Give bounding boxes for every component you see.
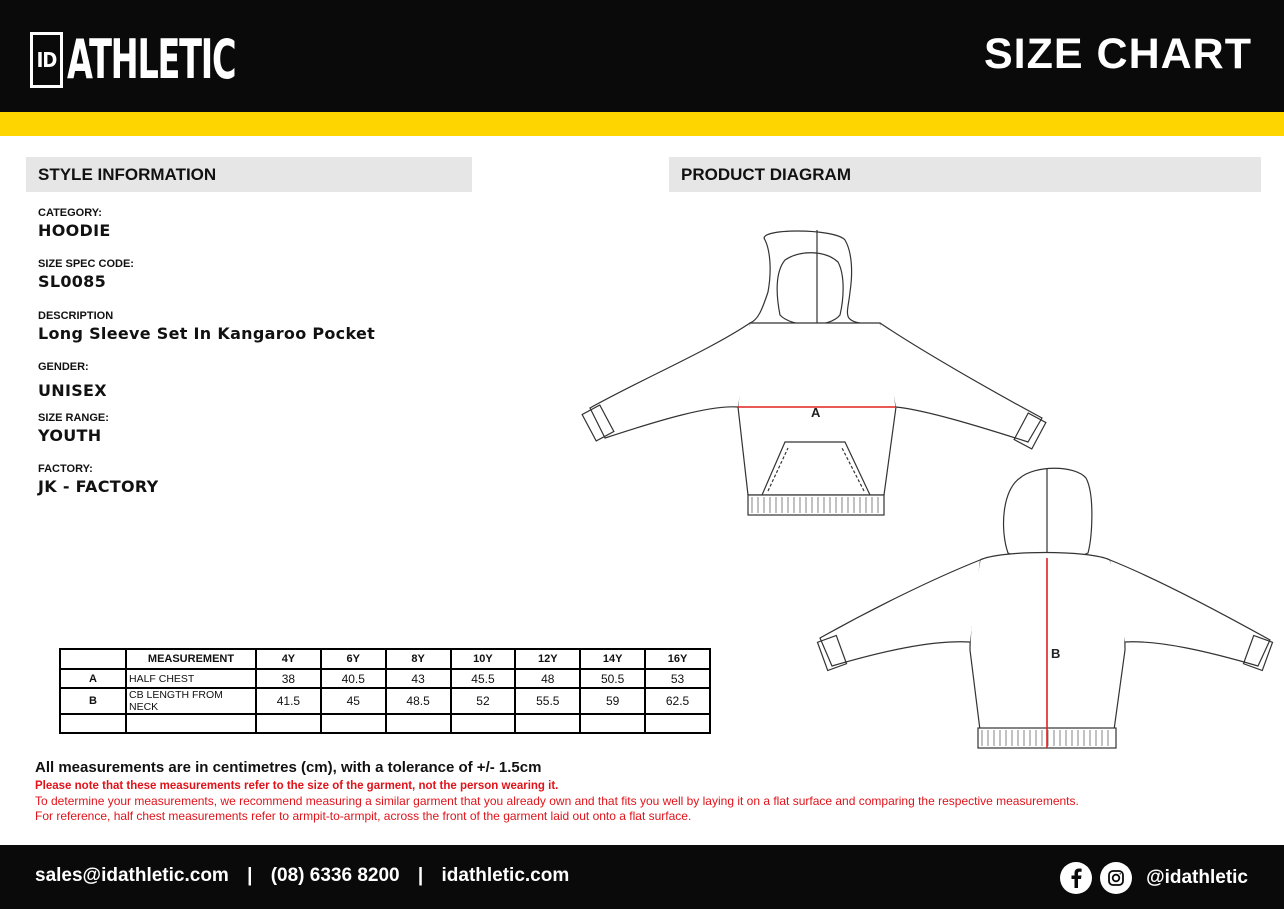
note-main: All measurements are in centimetres (cm), with a tolerance of +/- 1.5cm <box>35 759 542 776</box>
table-header-size: 16Y <box>645 649 710 669</box>
note-line: For reference, half chest measurements refer to armpit-to-armpit, across the front of the garment laid out onto a flat surface. <box>35 809 692 823</box>
note-warning: Please note that these measurements refer to the size of the garment, not the person wearing it. <box>35 780 559 792</box>
table-header-size: 12Y <box>515 649 580 669</box>
table-cell: 52 <box>451 688 516 714</box>
separator: | <box>417 865 424 886</box>
table-header-row <box>60 649 710 669</box>
table-header-size: 10Y <box>451 649 516 669</box>
social-handle[interactable]: @idathletic <box>1146 867 1248 888</box>
contact-info <box>35 865 569 887</box>
table-cell: 45 <box>321 688 386 714</box>
table-row-measurement: CB LENGTH FROM NECK <box>126 688 256 714</box>
info-value: JK - FACTORY <box>38 477 159 496</box>
table-row-key: A <box>60 669 126 688</box>
table-cell <box>580 714 645 733</box>
table-cell: 62.5 <box>645 688 710 714</box>
info-size-range <box>38 412 109 445</box>
logo-mark: ID <box>30 32 63 88</box>
style-information-heading: STYLE INFORMATION <box>26 157 472 192</box>
table-header-size: 8Y <box>386 649 451 669</box>
instagram-icon[interactable] <box>1100 862 1132 894</box>
table-cell <box>60 649 126 669</box>
social-links <box>1060 862 1248 894</box>
measurement-notes <box>35 759 1255 824</box>
table-cell: 50.5 <box>580 669 645 688</box>
info-label: SIZE SPEC CODE: <box>38 258 134 270</box>
info-label: FACTORY: <box>38 463 93 475</box>
table-cell: 53 <box>645 669 710 688</box>
table-cell <box>386 714 451 733</box>
accent-stripe <box>0 112 1284 136</box>
table-row-measurement <box>126 714 256 733</box>
table-cell: 45.5 <box>451 669 516 688</box>
phone-number[interactable]: (08) 6336 8200 <box>270 865 400 886</box>
table-header-size: 6Y <box>321 649 386 669</box>
page-footer <box>0 845 1284 909</box>
info-label: GENDER: <box>38 361 89 373</box>
info-category <box>38 207 111 240</box>
info-label: CATEGORY: <box>38 207 102 219</box>
hoodie-front-drawing <box>582 230 1046 515</box>
info-label: SIZE RANGE: <box>38 412 109 424</box>
table-row-key <box>60 714 126 733</box>
table-cell <box>645 714 710 733</box>
table-cell <box>321 714 386 733</box>
table-cell <box>515 714 580 733</box>
measurement-label-a: A <box>811 405 821 420</box>
table-cell: 55.5 <box>515 688 580 714</box>
info-value: YOUTH <box>38 426 102 445</box>
info-value: UNISEX <box>38 381 107 400</box>
table-cell: 48.5 <box>386 688 451 714</box>
table-cell: 59 <box>580 688 645 714</box>
separator: | <box>247 865 253 886</box>
page-title: SIZE CHART <box>984 30 1252 78</box>
table-cell <box>256 714 321 733</box>
size-table <box>59 648 711 734</box>
table-row <box>60 688 710 714</box>
table-header-measurement: MEASUREMENT <box>126 649 256 669</box>
email-link[interactable]: sales@idathletic.com <box>35 865 229 886</box>
table-cell: 41.5 <box>256 688 321 714</box>
table-cell: 48 <box>515 669 580 688</box>
table-row-measurement: HALF CHEST <box>126 669 256 688</box>
table-cell: 43 <box>386 669 451 688</box>
brand-logo <box>30 28 338 91</box>
info-value: HOODIE <box>38 221 111 240</box>
info-size-spec-code <box>38 258 134 291</box>
info-factory <box>38 463 159 496</box>
table-cell <box>451 714 516 733</box>
info-gender <box>38 361 107 400</box>
table-cell: 40.5 <box>321 669 386 688</box>
table-row-key: B <box>60 688 126 714</box>
product-diagram-heading: PRODUCT DIAGRAM <box>669 157 1261 192</box>
facebook-icon[interactable] <box>1060 862 1092 894</box>
table-row <box>60 714 710 733</box>
logo-text: ATHLETIC <box>67 28 236 91</box>
info-label: DESCRIPTION <box>38 310 114 322</box>
table-cell: 38 <box>256 669 321 688</box>
table-row <box>60 669 710 688</box>
info-description <box>38 310 375 343</box>
table-header-size: 4Y <box>256 649 321 669</box>
measurement-label-b: B <box>1051 646 1061 661</box>
website-link[interactable]: idathletic.com <box>441 865 570 886</box>
info-value: SL0085 <box>38 272 107 291</box>
hoodie-back-drawing <box>817 468 1272 748</box>
note-line: To determine your measurements, we recommend measuring a similar garment that you already own and that fits you well by laying it on a flat surface and comparing the respective measurements. <box>35 794 1079 808</box>
page-header <box>0 0 1284 112</box>
table-header-size: 14Y <box>580 649 645 669</box>
info-value: Long Sleeve Set In Kangaroo Pocket <box>38 324 376 343</box>
